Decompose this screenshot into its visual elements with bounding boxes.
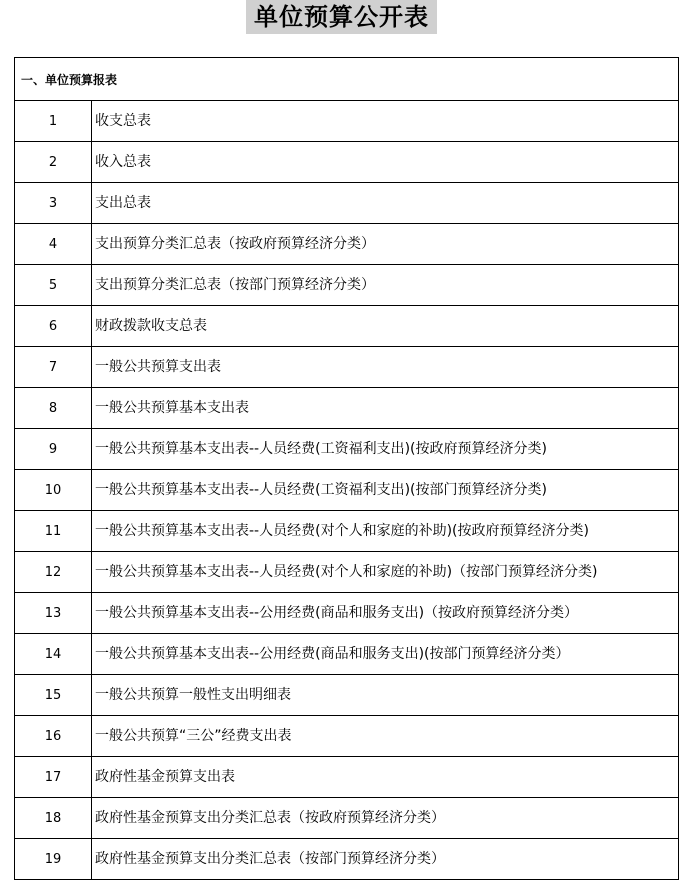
row-number: 2 bbox=[15, 142, 92, 183]
row-number: 11 bbox=[15, 511, 92, 552]
row-table-name: 一般公共预算基本支出表--人员经费(工资福利支出)(按部门预算经济分类) bbox=[92, 470, 679, 511]
table-row bbox=[15, 552, 679, 593]
row-table-name: 一般公共预算基本支出表--公用经费(商品和服务支出)(按部门预算经济分类） bbox=[92, 634, 679, 675]
row-number: 9 bbox=[15, 429, 92, 470]
row-table-name: 支出预算分类汇总表（按部门预算经济分类） bbox=[92, 265, 679, 306]
row-table-name: 一般公共预算“三公”经费支出表 bbox=[92, 716, 679, 757]
row-number: 4 bbox=[15, 224, 92, 265]
row-number: 3 bbox=[15, 183, 92, 224]
table-row bbox=[15, 347, 679, 388]
table-row bbox=[15, 511, 679, 552]
row-table-name: 一般公共预算基本支出表--人员经费(对个人和家庭的补助)(按政府预算经济分类) bbox=[92, 511, 679, 552]
table-row bbox=[15, 142, 679, 183]
budget-table-body bbox=[15, 58, 679, 880]
table-row bbox=[15, 798, 679, 839]
table-row bbox=[15, 634, 679, 675]
table-row bbox=[15, 593, 679, 634]
row-table-name: 一般公共预算基本支出表 bbox=[92, 388, 679, 429]
table-row bbox=[15, 839, 679, 880]
row-number: 5 bbox=[15, 265, 92, 306]
row-number: 16 bbox=[15, 716, 92, 757]
table-row bbox=[15, 757, 679, 798]
row-number: 10 bbox=[15, 470, 92, 511]
row-number: 15 bbox=[15, 675, 92, 716]
row-number: 18 bbox=[15, 798, 92, 839]
row-number: 6 bbox=[15, 306, 92, 347]
row-table-name: 收入总表 bbox=[92, 142, 679, 183]
table-row bbox=[15, 101, 679, 142]
row-table-name: 政府性基金预算支出分类汇总表（按政府预算经济分类） bbox=[92, 798, 679, 839]
row-number: 12 bbox=[15, 552, 92, 593]
row-number: 1 bbox=[15, 101, 92, 142]
table-row bbox=[15, 265, 679, 306]
table-row bbox=[15, 675, 679, 716]
row-table-name: 一般公共预算一般性支出明细表 bbox=[92, 675, 679, 716]
table-row bbox=[15, 183, 679, 224]
row-table-name: 收支总表 bbox=[92, 101, 679, 142]
row-table-name: 一般公共预算基本支出表--人员经费(对个人和家庭的补助)（按部门预算经济分类) bbox=[92, 552, 679, 593]
table-row bbox=[15, 224, 679, 265]
row-table-name: 一般公共预算支出表 bbox=[92, 347, 679, 388]
row-number: 14 bbox=[15, 634, 92, 675]
row-table-name: 政府性基金预算支出分类汇总表（按部门预算经济分类） bbox=[92, 839, 679, 880]
row-table-name: 财政拨款收支总表 bbox=[92, 306, 679, 347]
table-row bbox=[15, 470, 679, 511]
row-table-name: 支出预算分类汇总表（按政府预算经济分类） bbox=[92, 224, 679, 265]
row-table-name: 一般公共预算基本支出表--人员经费(工资福利支出)(按政府预算经济分类) bbox=[92, 429, 679, 470]
row-table-name: 一般公共预算基本支出表--公用经费(商品和服务支出)（按政府预算经济分类） bbox=[92, 593, 679, 634]
row-number: 19 bbox=[15, 839, 92, 880]
table-row bbox=[15, 306, 679, 347]
table-row bbox=[15, 429, 679, 470]
row-number: 13 bbox=[15, 593, 92, 634]
section-heading-row bbox=[15, 58, 679, 101]
row-number: 17 bbox=[15, 757, 92, 798]
row-number: 7 bbox=[15, 347, 92, 388]
table-row bbox=[15, 716, 679, 757]
budget-table bbox=[14, 57, 679, 880]
section-heading: 一、单位预算报表 bbox=[15, 58, 679, 101]
title-container bbox=[0, 0, 683, 34]
row-table-name: 支出总表 bbox=[92, 183, 679, 224]
row-number: 8 bbox=[15, 388, 92, 429]
row-table-name: 政府性基金预算支出表 bbox=[92, 757, 679, 798]
table-row bbox=[15, 388, 679, 429]
page-title: 单位预算公开表 bbox=[246, 0, 437, 34]
